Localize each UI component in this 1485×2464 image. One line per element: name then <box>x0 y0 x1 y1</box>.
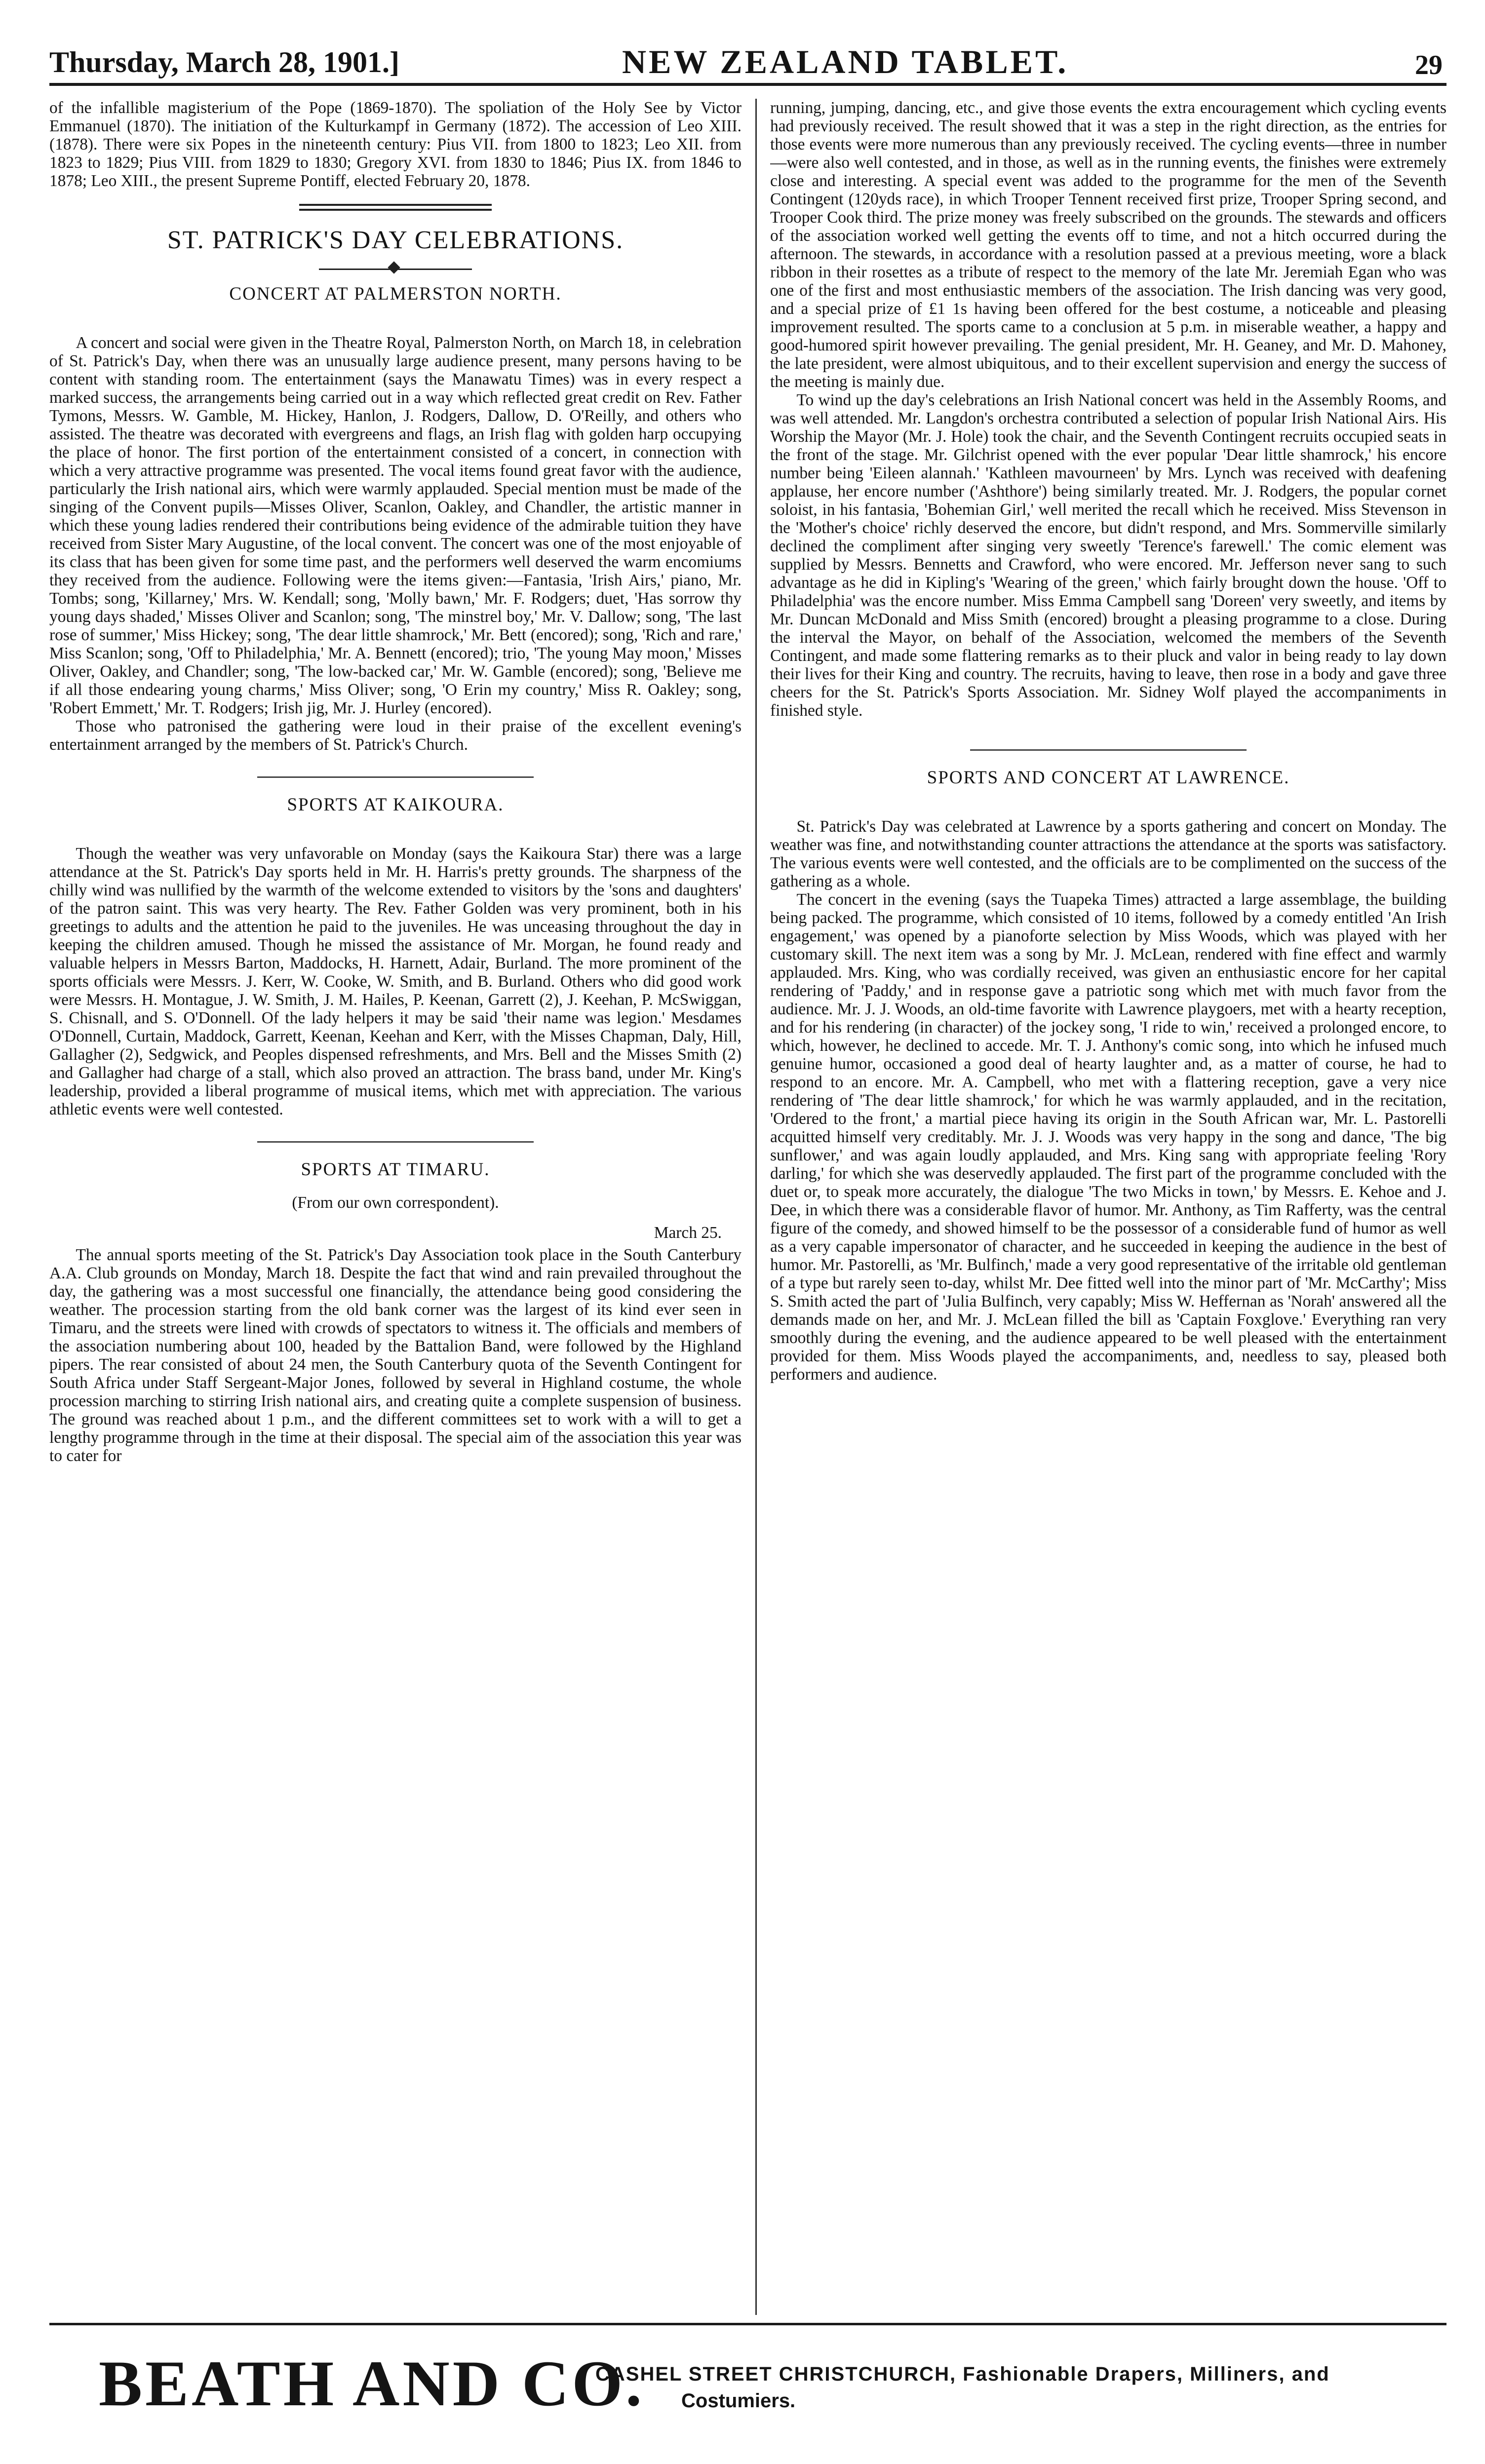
diamond-icon <box>388 261 400 273</box>
kaikoura-heading: SPORTS AT KAIKOURA. <box>287 795 504 815</box>
footer-rule <box>49 2323 1446 2325</box>
masthead-title: NEW ZEALAND TABLET. <box>622 43 1069 80</box>
timaru-concert-paragraph: To wind up the day's celebrations an Irish National concert was held in the Assembly Rooms, and was well attended. Mr. Langdon's orchestra contributed a selection of popular Irish National Airs. His Worship the Mayor (Mr. J. Hole) took the chair, and the Seventh Contingent recruits occupied seats in the front of the stage. Mr. Gilchrist opened with the ever popular 'Dear little shamrock,' his encore number being 'Eileen alannah.' 'Kathleen mavourneen' by Mrs. Lynch was received with deafening applause, her encore number ('Ashthore') being similarly treated. Mr. J. Rodgers, the popular cornet soloist, in his fantasia, 'Bohemian Girl,' well merited the recall which he received. Miss Stevenson in the 'Mother's choice' richly deserved the encore, but didn't respond, and Mrs. Sommerville similarly declined the compliment after singing very sweetly 'Terence's farewell.' The comic element was supplied by Messrs. Bennetts and Crawford, who were encored. Mr. Jefferson never sang to such advantage as he did in Kipling's 'Wearing of the green,' which fairly brought down the house. 'Off to Philadelphia' was the encore number. Miss Emma Campbell sang 'Doreen' very sweetly, and items by Mr. Duncan McDonald and Miss Smith (encored) brought a pleasing programme to a close. During the interval the Mayor, on behalf of the Association, welcomed the members of the Seventh Contingent, and made some flattering remarks as to their pluck and valor in being ready to lay down their lives for their King and country. The recruits, having to leave, then rose in a body and gave three cheers for the St. Patrick's Sports Association. Mr. Sidney Wolf played the accompaniments in finished style. <box>770 391 1446 720</box>
concert-paragraph: A concert and social were given in the Theatre Royal, Palmerston North, on March 18, in celebration of St. Patrick's Day, when there was an unusually large audience present, many persons having to be content with standing room. The entertainment (says the Manawatu Times) was in every respect a marked success, the arrangements being carried out in a way which reflected great credit on Rev. Father Tymons, Messrs. W. Gamble, M. Hickey, Hanlon, J. Rodgers, Dallow, D. O'Reilly, and others who assisted. The theatre was decorated with evergreens and flags, an Irish flag with golden harp occupying the place of honor. The first portion of the entertainment consisted of a concert, in connection with which a very attractive programme was presented. The vocal items found great favor with the audience, particularly the Irish national airs, which were warmly applauded. Special mention must be made of the singing of the Convent pupils—Misses Oliver, Scanlon, Oakley, and Chandler, the artistic manner in which these young ladies rendered their contributions being evidence of the admirable tuition they have received from Sister Mary Augustine, of the local convent. The concert was one of the most enjoyable of its class that has been given for some time past, and the performers well deserved the warm encomiums they received from the audience. Following were the items given:—Fantasia, 'Irish Airs,' piano, Mr. Tombs; song, 'Killarney,' Mrs. W. Kendall; song, 'Molly bawn,' Mr. F. Rodgers; duet, 'Has sorrow thy young days shaded,' Misses Oliver and Scanlon; song, 'The minstrel boy,' Mr. V. Dallow; song, 'The last rose of summer,' Miss Hickey; song, 'The dear little shamrock,' Mr. Bett (encored); song, 'Rich and rare,' Miss Scanlon; song, 'Off to Philadelphia,' Mr. A. Bennett (encored); trio, 'The young May moon,' Misses Oliver, Oakley, and Chandler; song, 'The low-backed car,' Mr. W. Gamble (encored); song, 'Believe me if all those endearing young charms,' Miss Oliver; song, 'O Erin my country,' Miss R. Oakley; song, 'Robert Emmett,' Mr. T. Rodgers; Irish jig, Mr. J. Hurley (encored). <box>49 334 742 717</box>
kaikoura-paragraph: Though the weather was very unfavorable on Monday (says the Kaikoura Star) there was a large attendance at the St. Patrick's Day sports held in Mr. H. Harris's pretty grounds. The sharpness of the chilly wind was nullified by the warmth of the welcome extended to visitors by the 'sons and daughters' of the patron saint. This was very hearty. The Rev. Father Golden was very prominent, both in his greetings to adults and the attention he paid to the juveniles. He was unceasing throughout the day in keeping the children amused. Though he missed the assistance of Mr. Morgan, he found ready and valuable helpers in Messrs Barton, Maddocks, H. Harnett, Adair, Burland. The more prominent of the sports officials were Messrs. J. Kerr, W. Cooke, W. Smith, and B. Burland. Others who did good work were Messrs. H. Montague, J. W. Smith, J. M. Hailes, P. Keenan, Garrett (2), J. Keehan, P. McSwiggan, S. Chisnall, and S. O'Donnell. Of the lady helpers it may be said 'their name was legion.' Mesdames O'Donnell, Curtain, Maddock, Garrett, Keenan, Keehan and Kerr, with the Misses Chapman, Daly, Hill, Gallagher (2), Sedgwick, and Peoples dispensed refreshments, and Mrs. Bell and the Misses Smith (2) and Gallagher had charge of a stall, which also proved an attraction. The brass band, under Mr. King's leadership, provided a liberal programme of musical items, which met with appreciation. The various athletic events were well contested. <box>49 845 742 1118</box>
concert-paragraph: Those who patronised the gathering were loud in their praise of the excellent evening's entertainment arranged by the members of St. Patrick's Church. <box>49 717 742 754</box>
advertiser-name: BEATH AND CO. <box>99 2347 645 2420</box>
double-rule-divider <box>299 204 492 211</box>
diamond-ornament-divider <box>319 263 472 275</box>
lawrence-heading: SPORTS AND CONCERT AT LAWRENCE. <box>927 768 1290 788</box>
lawrence-paragraph: The concert in the evening (says the Tuapeka Times) attracted a large assemblage, the building being packed. The programme, which consisted of 10 items, followed by a comedy entitled 'An Irish engagement,' was opened by a pianoforte selection by Miss Woods, which was played with her customary skill. The next item was a song by Mr. J. McLean, rendered with fine effect and warmly applauded. Mrs. King, who was cordially received, was given an enthusiastic encore for her capital rendering of 'Paddy,' and in response gave a patriotic song which met with much favor from the audience. Mr. J. J. Woods, an old-time favorite with Lawrence playgoers, met with a hearty reception, and for his rendering (in character) of the jockey song, 'I ride to win,' received a prolonged encore, to which, however, he declined to accede. Mr. T. J. Anthony's comic song, into which he infused much genuine humor, occasioned a good deal of hearty laughter and, as a matter of course, he had to respond to an encore. Mr. A. Campbell, who met with a flattering reception, gave a very nice rendering of 'The dear little shamrock,' for which he was warmly applauded, and in the recitation, 'Ordered to the front,' a martial piece having its origin in the South African war, Mr. L. Pastorelli acquitted himself very creditably. Mr. J. J. Woods was very happy in the song and dance, 'The big sunflower,' and was again loudly applauded, and Mrs. King sang with appropriate feeling 'Rory darling,' for which she was deservedly applauded. The first part of the programme concluded with the duet or, to speak more accurately, the dialogue 'The two Micks in town,' by Messrs. E. Kehoe and J. Dee, in which there was a considerable flavor of humor. Mr. Anthony, as Tim Rafferty, was the central figure of the comedy, and showed himself to be the possessor of a considerable fund of humor as well as a very capable impersonator of character, and he succeeded in keeping the audience in the best of humor. Mr. Pastorelli, as 'Mr. Bulfinch,' made a very good representative of the irritable old gentleman of a type but rarely seen to-day, whilst Mr. Dee fitted well into the minor part of 'Mr. McCarthy'; Miss S. Smith acted the part of 'Julia Bulfinch, very capably; Miss W. Heffernan as 'Norah' answered all the demands made on her, and Mr. J. McLean filled the bill as 'Captain Foxglove.' Everything ran very smoothly during the evening, and the audience appeared to be well pleased with the entertainment provided for them. Miss Woods played the accompaniments, and, needless to say, pleased both performers and audience. <box>770 890 1446 1384</box>
column-rule <box>755 99 757 2315</box>
timaru-continued-paragraph: running, jumping, dancing, etc., and give those events the extra encouragement which cycling events had previously received. The result showed that it was a step in the right direction, as the entries for those events were more numerous than any previously received. The cycling events—three in number—were also well contested, and in those, as well as in the running events, the finishes were extremely close and interesting. A special event was added to the programme for the men of the Seventh Contingent (120yds race), in which Trooper Tennent received first prize, Trooper Spring second, and Trooper Cook third. The prize money was freely subscribed on the grounds. The stewards and officers of the association worked well getting the events off to time, and not a hitch occurred during the afternoon. The stewards, in accordance with a resolution passed at a previous meeting, wore a black ribbon in their rosettes as a tribute of respect to the memory of the late Mr. Jeremiah Egan who was one of the first and most enthusiastic members of the association. The Irish dancing was very good, and a special prize of £1 1s having been offered for the best costume, a noticeable and pleasing improvement resulted. The sports came to a conclusion at 5 p.m. in miserable weather, a happy and good-humored spirit however prevailing. The genial president, Mr. H. Geaney, and Mr. D. Mahoney, the late president, were almost ubiquitous, and to their excellent supervision and energy the success of the meeting is mainly due. <box>770 99 1446 391</box>
timaru-dateline: March 25. <box>654 1224 722 1242</box>
lawrence-paragraph: St. Patrick's Day was celebrated at Lawrence by a sports gathering and concert on Monday. The weather was fine, and notwithstanding counter attractions the attendance at the sports was satisfactory. The various events were well contested, and the officials are to be complimented on the success of the gathering as a whole. <box>770 817 1446 890</box>
section-divider <box>970 749 1247 751</box>
right-column <box>770 99 1446 2300</box>
left-column <box>49 99 742 2300</box>
page-header <box>49 36 1446 86</box>
advertiser-trade: Costumiers. <box>681 2390 796 2412</box>
article-title: ST. PATRICK'S DAY CELEBRATIONS. <box>167 226 624 254</box>
timaru-byline: (From our own correspondent). <box>292 1194 499 1212</box>
issue-date: Thursday, March 28, 1901.] <box>49 46 399 78</box>
section-divider <box>257 776 534 778</box>
concert-heading: CONCERT AT PALMERSTON NORTH. <box>229 284 562 304</box>
intro-paragraph: of the infallible magisterium of the Pope (1869-1870). The spoliation of the Holy See by Victor Emmanuel (1870). The initiation of the Kulturkampf in Germany (1872). The accession of Leo XIII. (1878). There were six Popes in the nineteenth century: Pius VII. from 1800 to 1823; Leo XII. from 1823 to 1829; Pius VIII. from 1829 to 1830; Gregory XVI. from 1830 to 1846; Pius IX. from 1846 to 1878; Leo XIII., the present Supreme Pontiff, elected February 20, 1878. <box>49 99 742 190</box>
advertisement-footer <box>99 2346 1432 2425</box>
timaru-paragraph: The annual sports meeting of the St. Patrick's Day Association took place in the South Canterbury A.A. Club grounds on Monday, March 18. Despite the fact that wind and rain prevailed throughout the day, the gathering was a most successful one financially, the attendance being good considering the weather. The procession starting from the old bank corner was the largest of its kind ever seen in Timaru, and the streets were lined with crowds of spectators to witness it. The officials and members of the association numbering about 100, headed by the Battalion Band, were followed by the Highland pipers. The rear consisted of about 24 men, the South Canterbury quota of the Seventh Contingent for South Africa under Staff Sergeant-Major Jones, followed by several in Highland costume, the whole procession marching to stirring Irish national airs, and creating quite a complete suspension of business. The ground was reached about 1 p.m., and the different committees set to work with a will to get a lengthy programme through in the time at their disposal. The special aim of the association this year was to cater for <box>49 1246 742 1465</box>
page-number: 29 <box>1415 50 1443 80</box>
timaru-heading: SPORTS AT TIMARU. <box>301 1159 490 1180</box>
advertiser-address: CASHEL STREET CHRISTCHURCH, Fashionable Drapers, Milliners, and <box>595 2363 1330 2385</box>
section-divider <box>257 1141 534 1143</box>
